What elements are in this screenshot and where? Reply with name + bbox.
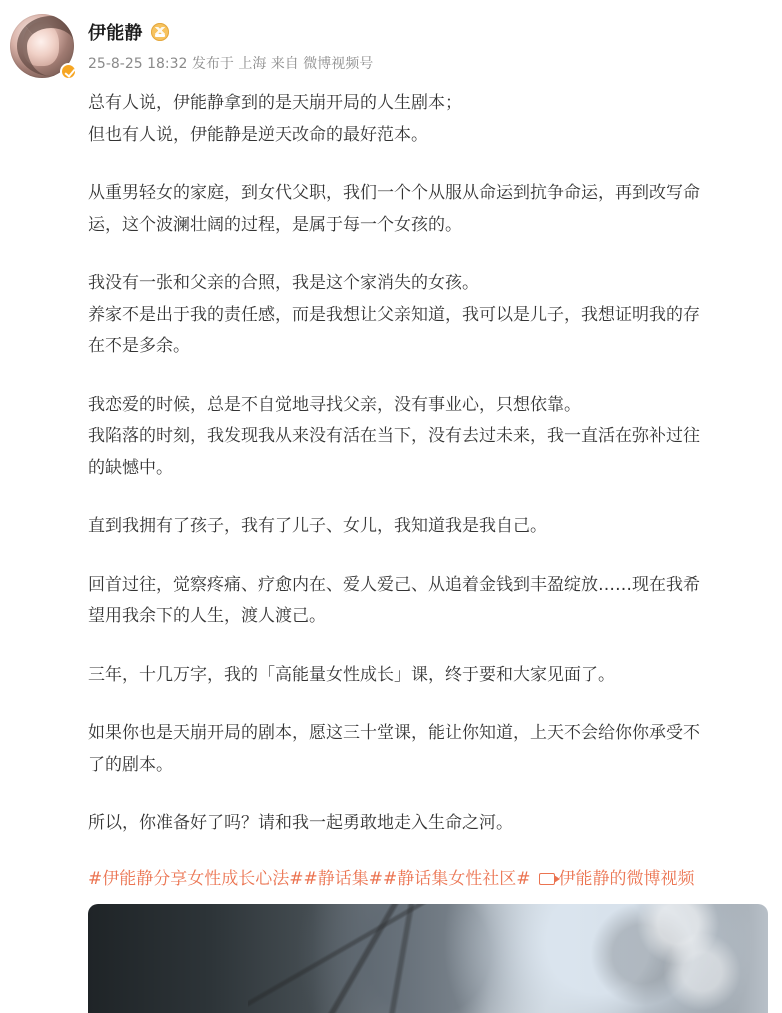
text-line: 了的剧本。 (88, 754, 173, 775)
text-line: 如果你也是天崩开局的剧本，愿这三十堂课，能让你知道，上天不会给你你承受不 (88, 723, 700, 743)
text-line: 运，这个波澜壮阔的过程，是属于每一个女孩的。 (88, 214, 462, 235)
post-content (88, 88, 768, 840)
paragraph-9 (88, 808, 768, 840)
crown-icon (151, 23, 169, 41)
paragraph-7 (88, 660, 768, 692)
text-line: 我恋爱的时候，总是不自觉地寻找父亲，没有事业心，只想依靠。 (88, 394, 581, 415)
text-line: 总有人说，伊能静拿到的是天崩开局的人生剧本； (88, 93, 462, 113)
post-meta: 25-8-25 18:32 发布于 上海 来自 微博视频号 (88, 56, 374, 72)
text-line: 望用我余下的人生，渡人渡己。 (88, 606, 326, 626)
topic-tag[interactable]: #静话集女性社区# (383, 869, 531, 889)
paragraph-5 (88, 511, 768, 543)
paragraph-8 (88, 718, 768, 781)
text-line: 但也有人说，伊能静是逆天改命的最好范本。 (88, 124, 428, 145)
paragraph-2 (88, 178, 768, 241)
paragraph-3 (88, 268, 768, 363)
text-line: 我陷落的时刻，我发现我从来没有活在当下，没有去过未来，我一直活在弥补过往 (88, 426, 700, 446)
tag-row (88, 864, 778, 894)
video-link-icon (539, 873, 555, 885)
verified-badge-icon (60, 63, 77, 80)
username[interactable]: 伊能静 (88, 23, 143, 44)
text-line: 直到我拥有了孩子，我有了儿子、女儿，我知道我是我自己。 (88, 516, 547, 536)
text-line: 的缺憾中。 (88, 457, 173, 478)
topic-tag[interactable]: #伊能静分享女性成长心法# (88, 869, 304, 889)
paragraph-6 (88, 570, 768, 633)
video-link[interactable] (539, 864, 695, 894)
text-line: 回首过往，觉察疼痛、疗愈内在、爱人爱己、从追着金钱到丰盈绽放……现在我希 (88, 574, 700, 595)
text-line: 我没有一张和父亲的合照，我是这个家消失的女孩。 (88, 273, 479, 293)
text-line: 养家不是出于我的责任感，而是我想让父亲知道，我可以是儿子，我想证明我的存 (88, 304, 700, 325)
video-thumbnail[interactable] (88, 904, 768, 1013)
paragraph-1 (88, 88, 768, 151)
post-header (10, 12, 770, 82)
text-line: 三年，十几万字，我的「高能量女性成长」课，终于要和大家见面了。 (88, 664, 615, 685)
paragraph-4 (88, 390, 768, 485)
text-line: 所以，你准备好了吗？请和我一起勇敢地走入生命之河。 (88, 813, 513, 833)
text-line: 从重男轻女的家庭，到女代父职，我们一个个从服从命运到抗争命运，再到改写命 (88, 183, 700, 203)
username-row (88, 18, 169, 46)
topic-tag[interactable]: #静话集# (303, 869, 383, 889)
video-link-label: 伊能静的微博视频 (558, 869, 695, 889)
text-line: 在不是多余。 (88, 336, 190, 356)
